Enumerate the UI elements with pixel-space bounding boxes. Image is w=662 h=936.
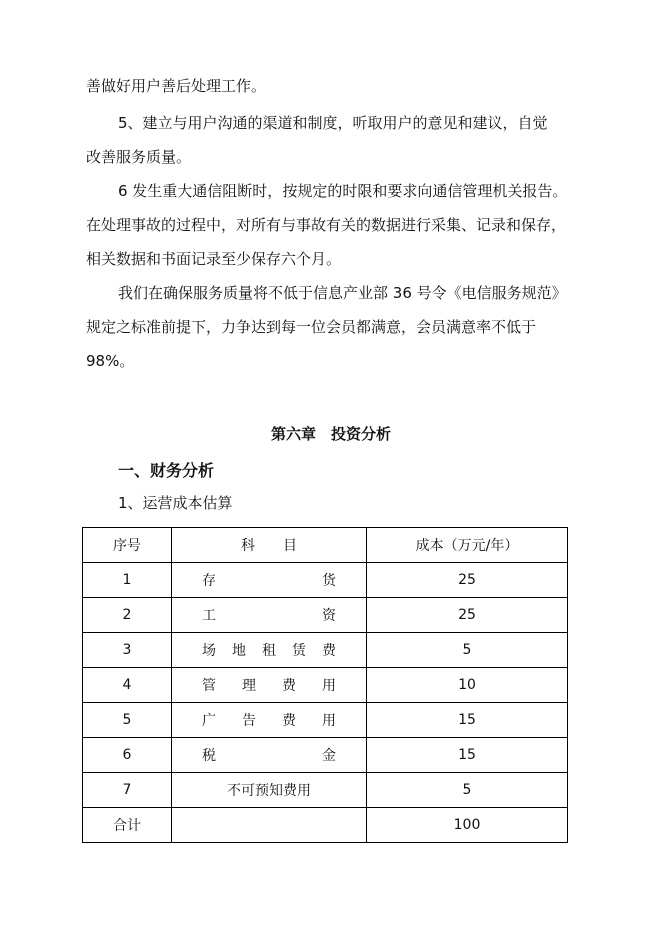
row-cost: 5 bbox=[367, 773, 568, 808]
row-item: 不可预知费用 bbox=[227, 783, 311, 799]
row-no: 6 bbox=[83, 738, 172, 773]
row-item: 工资 bbox=[202, 608, 336, 624]
row-item-cell bbox=[172, 563, 367, 598]
row-item-cell bbox=[172, 633, 367, 668]
paragraph-line: 我们在确保服务质量将不低于信息产业部 36 号令《电信服务规范》 bbox=[118, 284, 567, 302]
row-item: 场地租赁费 bbox=[202, 643, 336, 659]
row-item-cell bbox=[172, 738, 367, 773]
row-item-cell bbox=[172, 668, 367, 703]
table-row bbox=[83, 738, 568, 773]
header-item: 科 目 bbox=[172, 528, 367, 563]
header-no: 序号 bbox=[83, 528, 172, 563]
paragraph-line: 善做好用户善后处理工作。 bbox=[86, 77, 267, 95]
row-item-cell bbox=[172, 598, 367, 633]
table-row bbox=[83, 773, 568, 808]
row-cost: 25 bbox=[367, 563, 568, 598]
cost-table bbox=[82, 527, 568, 843]
total-label: 合计 bbox=[83, 808, 172, 843]
total-item-cell bbox=[172, 808, 367, 843]
header-cost: 成本（万元/年） bbox=[367, 528, 568, 563]
row-no: 4 bbox=[83, 668, 172, 703]
table-row bbox=[83, 633, 568, 668]
paragraph-line: 6 发生重大通信阻断时，按规定的时限和要求向通信管理机关报告。 bbox=[118, 182, 568, 200]
paragraph-line: 5、建立与用户沟通的渠道和制度，听取用户的意见和建议，自觉 bbox=[118, 114, 548, 132]
row-no: 2 bbox=[83, 598, 172, 633]
row-item-cell bbox=[172, 703, 367, 738]
row-cost: 10 bbox=[367, 668, 568, 703]
paragraph-line: 在处理事故的过程中，对所有与事故有关的数据进行采集、记录和保存， bbox=[86, 216, 567, 234]
row-no: 1 bbox=[83, 563, 172, 598]
paragraph-line: 改善服务质量。 bbox=[86, 148, 192, 166]
paragraph-line: 相关数据和书面记录至少保存六个月。 bbox=[86, 250, 342, 268]
row-no: 3 bbox=[83, 633, 172, 668]
row-cost: 25 bbox=[367, 598, 568, 633]
row-no: 7 bbox=[83, 773, 172, 808]
row-item-cell bbox=[172, 773, 367, 808]
table-header-row bbox=[83, 528, 568, 563]
table-row bbox=[83, 598, 568, 633]
row-cost: 15 bbox=[367, 738, 568, 773]
row-no: 5 bbox=[83, 703, 172, 738]
section-heading: 一、财务分析 bbox=[118, 461, 215, 480]
row-item: 管理费用 bbox=[202, 678, 336, 694]
total-cost: 100 bbox=[367, 808, 568, 843]
row-cost: 15 bbox=[367, 703, 568, 738]
paragraph-line: 98%。 bbox=[86, 352, 135, 370]
row-item: 存货 bbox=[202, 573, 336, 589]
table-row bbox=[83, 668, 568, 703]
row-item: 广告费用 bbox=[202, 713, 336, 729]
row-item: 税金 bbox=[202, 748, 336, 764]
table-row bbox=[83, 563, 568, 598]
table-total-row bbox=[83, 808, 568, 843]
row-cost: 5 bbox=[367, 633, 568, 668]
subsection-heading: 1、运营成本估算 bbox=[118, 494, 233, 512]
table-row bbox=[83, 703, 568, 738]
chapter-title: 第六章 投资分析 bbox=[270, 425, 391, 443]
paragraph-line: 规定之标准前提下，力争达到每一位会员都满意，会员满意率不低于 bbox=[86, 318, 537, 336]
